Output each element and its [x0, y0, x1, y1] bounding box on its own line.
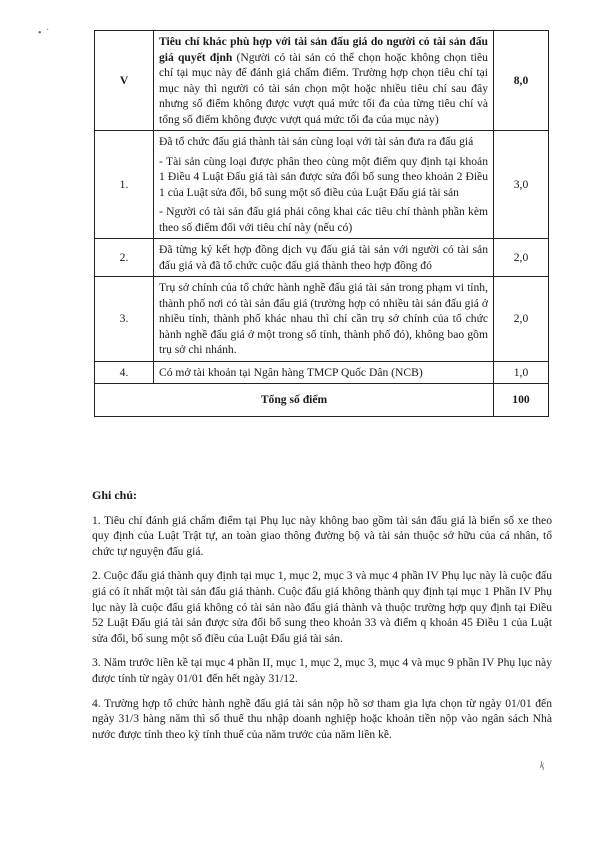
scan-artifact: • ˙ [38, 28, 51, 39]
row-score: 3,0 [494, 131, 549, 239]
notes-list [92, 513, 552, 743]
criteria-row [95, 277, 549, 362]
row-number: 2. [95, 239, 154, 277]
criteria-row [95, 239, 549, 277]
row-description [154, 131, 494, 239]
row-description [154, 31, 494, 131]
description-paragraph [159, 204, 488, 235]
note-item: 4. Trường hợp tổ chức hành nghề đấu giá tài sản nộp hồ sơ tham gia lựa chọn từ ngày 01/01 đến ngày 31/3 hàng năm thì số thuế thu nhập doanh nghiệp hoặc khoản tiền nộp vào ngân sách Nhà nước được tính theo kỳ tính thuế của năm trước của năm liền kề. [92, 696, 552, 741]
row-score: 2,0 [494, 277, 549, 362]
note-item: 1. Tiêu chí đánh giá chấm điểm tại Phụ lục này không bao gồm tài sản đấu giá là biển số xe theo quy định của Luật Trật tự, an toàn giao thông đường bộ và tài sản thuộc sở hữu của cá nhân, tổ chức tự nguyện đấu giá. [92, 513, 552, 558]
description-paragraph [159, 134, 488, 150]
criteria-row [95, 131, 549, 239]
paragraph-text: Có mở tài khoản tại Ngân hàng TMCP Quốc Dân (NCB) [159, 365, 423, 379]
paragraph-text: (Người có tài sản có thể chọn hoặc không chọn tiêu chí tại mục này để đánh giá chấm điểm. Trường hợp chọn tiêu chí tại mục này thì người có tài sản chọn một hoặc nhiều tiêu chí sau đây nhưng số điểm không được vượt quá mức tối đa của từng tiêu chí và tổng số điểm không được vượt quá mức tối đa của mục này) [159, 50, 488, 126]
row-description [154, 277, 494, 362]
initials-signature: ⱪ [540, 760, 544, 770]
note-item: 2. Cuộc đấu giá thành quy định tại mục 1, mục 2, mục 3 và mục 4 phần IV Phụ lục này là cuộc đấu giá có ít nhất một tài sản đấu giá thành. Cuộc đấu giá không thành quy định tại mục 1 Phần IV Phụ lục này là cuộc đấu giá không có tài sản nào đấu giá thành và thuộc trường hợp quy định tại Điều 52 Luật Đấu giá tài sản được sửa đổi bổ sung theo khoản 33 và điểm q khoản 45 Điều 1 của Luật sửa đổi, bổ sung một số điều của Luật Đấu giá tài sản. [92, 569, 552, 645]
paragraph-text: - Người có tài sản đấu giá phải công khai các tiêu chí thành phần kèm theo số điểm đối với tiêu chí này (nếu có) [159, 205, 488, 234]
description-paragraph [159, 242, 488, 273]
description-paragraph [159, 154, 488, 201]
criteria-row [95, 31, 549, 131]
row-description [154, 361, 494, 384]
total-score: 100 [494, 384, 549, 417]
row-number: 1. [95, 131, 154, 239]
row-score: 8,0 [494, 31, 549, 131]
description-paragraph [159, 280, 488, 358]
criteria-table [94, 30, 549, 417]
description-paragraph [159, 365, 488, 381]
paragraph-text: Đã tổ chức đấu giá thành tài sản cùng loại với tài sản đưa ra đấu giá [159, 135, 474, 148]
paragraph-text: Trụ sở chính của tổ chức hành nghề đấu giá tài sản trong phạm vi tỉnh, thành phố nơi có tài sản đấu giá (trường hợp có nhiều tài sản đấu giá ở nhiều tỉnh, thành phố khác nhau thì chỉ cần trụ sở chính của tổ chức hành nghề đấu giá ở một trong số tỉnh, thành phố đó), không bao gồm trụ sở chi nhánh. [159, 281, 488, 356]
paragraph-text: Đã từng ký kết hợp đồng dịch vụ đấu giá tài sản với người có tài sản đấu giá và đã tổ chức cuộc đấu giá thành theo hợp đồng đó [159, 243, 488, 272]
paragraph-text: - Tài sản cùng loại được phân theo cùng một điểm quy định tại khoản 1 Điều 4 Luật Đấu giá tài sản được sửa đổi bổ sung theo khoản 2 Điều 1 của Luật sửa đổi, bổ sung một số điều của Luật Đấu giá tài sản [159, 154, 488, 199]
notes-section [92, 488, 552, 751]
total-row [95, 384, 549, 417]
row-title: Tiêu chí khác phù hợp với tài sản đấu giá do người có tài sản đấu giá quyết định [159, 35, 488, 64]
row-number: 3. [95, 277, 154, 362]
description-paragraph [159, 34, 488, 127]
row-score: 1,0 [494, 361, 549, 384]
row-description [154, 239, 494, 277]
row-score: 2,0 [494, 239, 549, 277]
notes-heading: Ghi chú: [92, 488, 138, 502]
row-number: 4. [95, 361, 154, 384]
row-number: V [95, 31, 154, 131]
criteria-row [95, 361, 549, 384]
total-label: Tổng số điểm [95, 384, 494, 417]
note-item: 3. Năm trước liền kề tại mục 4 phần II, mục 1, mục 2, mục 3, mục 4 và mục 9 phần IV Phụ lục này được tính từ ngày 01/01 đến hết ngày 31/12. [92, 656, 552, 685]
